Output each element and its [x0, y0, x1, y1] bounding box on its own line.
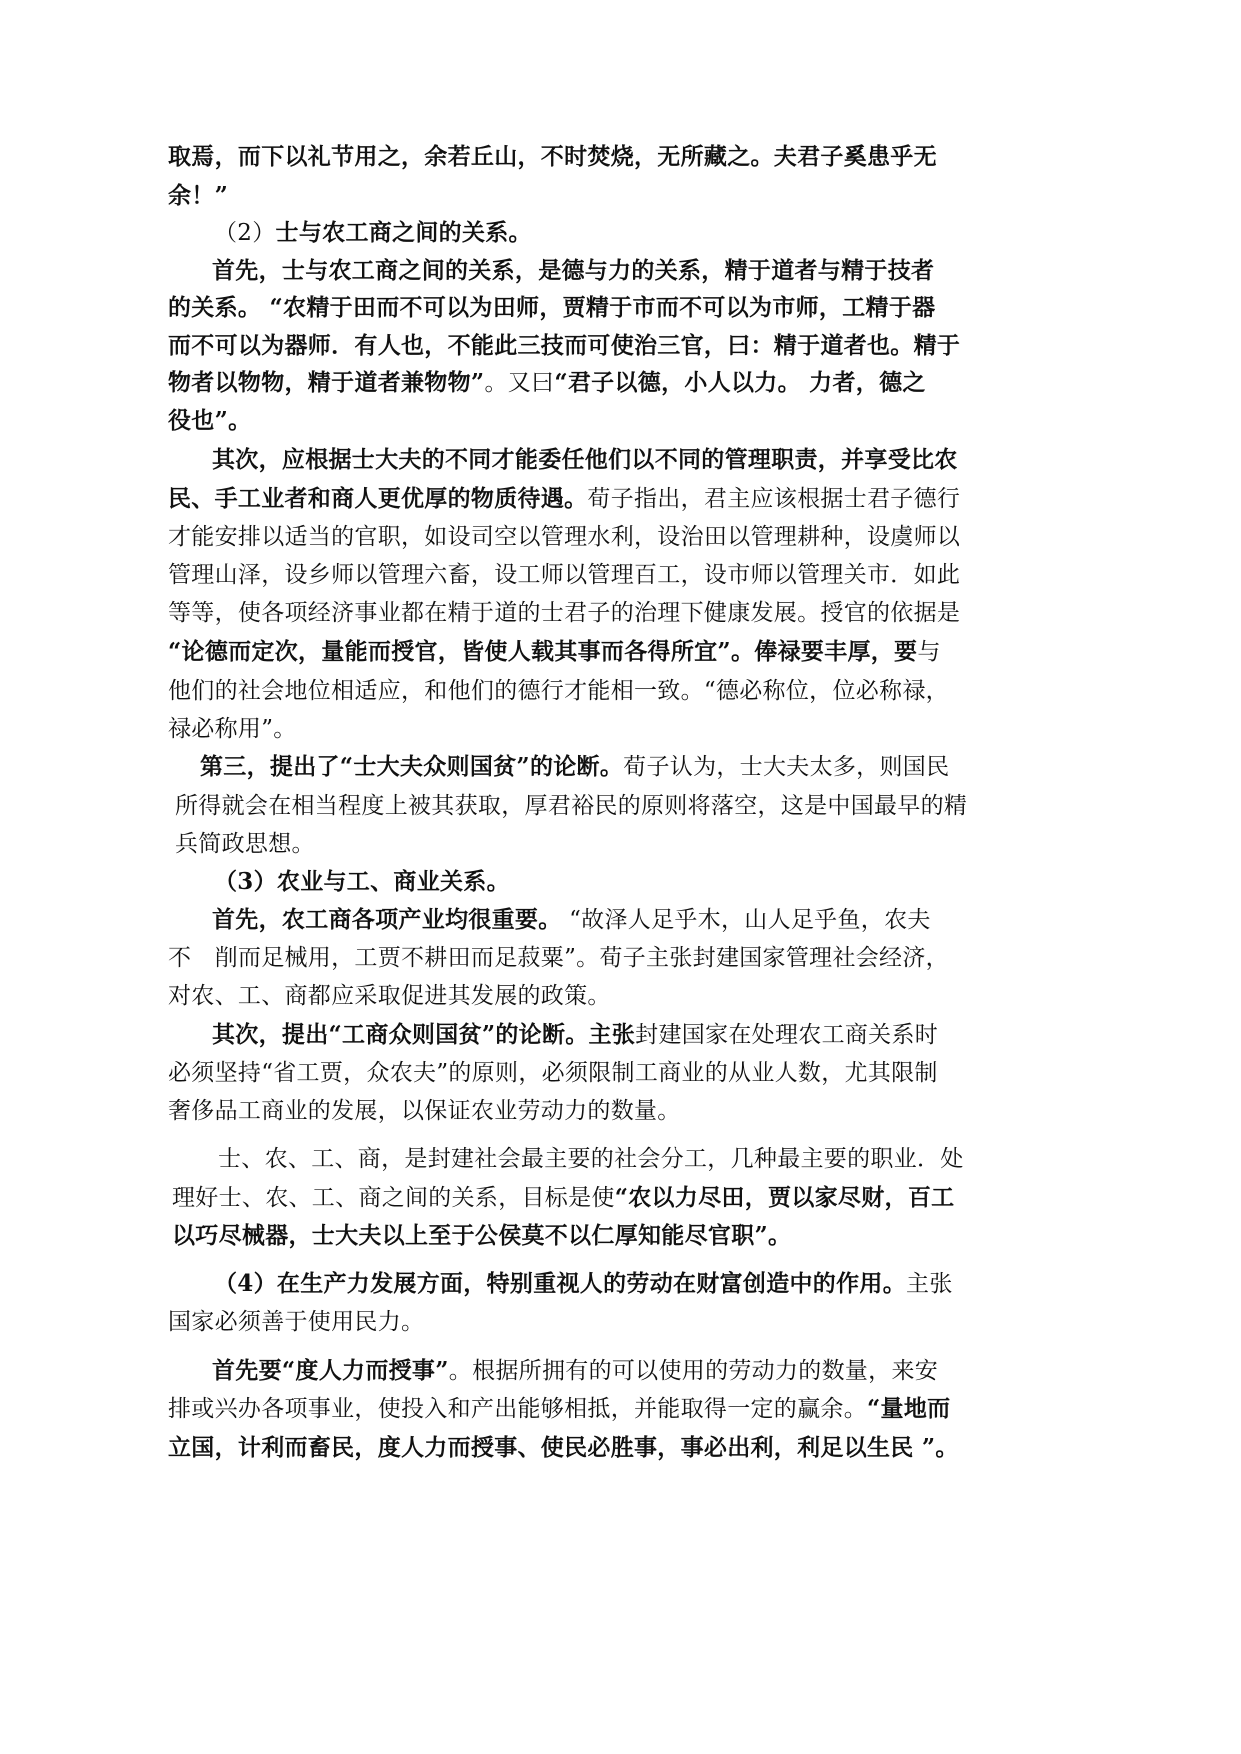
text-line	[212, 445, 958, 475]
text-line	[200, 752, 949, 782]
text-run: 其次，提出“工商众则国贫”的论断。主张	[212, 1021, 636, 1048]
text-line	[175, 791, 967, 821]
text-run: 国家必须善于使用民力。	[168, 1309, 425, 1335]
text-run: 取焉，而下以礼节用之，余若丘山，不时焚烧，无所藏之。夫君子奚患乎无	[168, 143, 937, 170]
text-run: 的关系。 “农精于田而不可以为田师，贾精于市而不可以为市师，工精于器	[168, 294, 936, 321]
text-run: 首先，农工商各项产业均很重要。	[212, 906, 562, 933]
text-run: 排或兴办各项事业，使投入和产出能够相抵，并能取得一定的赢余。	[168, 1396, 867, 1422]
text-line	[168, 1096, 681, 1126]
text-run: 奢侈品工商业的发展，以保证农业劳动力的数量。	[168, 1098, 681, 1124]
section-heading-3	[214, 867, 510, 897]
text-run: 所得就会在相当程度上被其获取，厚君裕民的原则将落空，这是中国最早的精	[175, 793, 968, 819]
text-line	[168, 943, 949, 973]
text-run: “量地而	[867, 1395, 951, 1422]
text-line	[168, 1307, 424, 1337]
section-heading-4	[214, 1269, 953, 1299]
text-line	[168, 293, 935, 323]
text-run: “君子以德，小人以力。 力者，德之	[554, 369, 926, 396]
text-run: （2）	[214, 220, 276, 246]
text-line	[168, 560, 960, 590]
text-run: 以巧尽械器，士大夫以上至于公侯莫不以仁厚知能尽官职”。	[172, 1222, 792, 1249]
text-line	[168, 1433, 959, 1463]
text-run: 封建国家在处理农工商关系时	[635, 1022, 939, 1048]
text-line	[168, 181, 228, 211]
text-run: “农以力尽田，贾以家尽财，百工	[614, 1184, 955, 1211]
text-run: 与	[917, 639, 941, 665]
text-run: 兵简政思想。	[175, 831, 315, 857]
text-line	[218, 1144, 964, 1174]
text-line	[168, 714, 297, 744]
text-line	[168, 142, 937, 172]
text-run: 才能安排以适当的官职，如设司空以管理水利，设治田以管理耕种，设虞师以	[168, 524, 961, 550]
text-run: 他们的社会地位相适应，和他们的德行才能相一致。“德必称位，位必称禄，	[168, 678, 949, 704]
text-run: 不 削而足械用，工贾不耕田而足菽粟”。荀子主张封建国家管理社会经济，	[168, 945, 949, 971]
text-run: 首先，士与农工商之间的关系，是德与力的关系，精于道者与精于技者	[212, 257, 935, 284]
text-run: 民、手工业者和商人更优厚的物质待遇。	[168, 485, 588, 512]
text-run: 。根据所拥有的可以使用的劳动力的数量，来安	[448, 1358, 939, 1384]
text-run: 士与农工商之间的关系。	[275, 219, 532, 246]
text-line	[168, 1394, 950, 1424]
text-run: 余！”	[168, 182, 229, 209]
text-run: 物者以物物，精于道者兼物物”	[168, 369, 485, 396]
text-run: （3）农业与工、商业关系。	[214, 868, 510, 895]
text-line	[168, 981, 611, 1011]
text-run: “论德而定次，量能而授官，皆使人载其事而各得所宜”。俸禄要丰厚，要	[168, 638, 918, 665]
text-line	[168, 522, 960, 552]
text-run: 而不可以为器师．有人也，不能此三技而可使治三官，曰：精于道者也。精于	[168, 332, 961, 359]
text-run: 荀子认为，士大夫太多，则国民	[623, 754, 950, 780]
text-run: 禄必称用”。	[168, 716, 297, 742]
text-run: 立国，计利而畜民，度人力而授事、使民必胜事，事必出利，利足以生民 ”。	[168, 1434, 959, 1461]
text-run: 对农、工、商都应采取促进其发展的政策。	[168, 983, 611, 1009]
text-line	[168, 484, 960, 514]
text-run: （4）在生产力发展方面，特别重视人的劳动在财富创造中的作用。	[214, 1270, 907, 1297]
text-line	[168, 637, 941, 667]
text-run: 。又曰	[484, 370, 555, 396]
text-run: 其次，应根据士大夫的不同才能委任他们以不同的管理职责，并享受比农	[212, 446, 958, 473]
text-run: 役也”。	[168, 407, 252, 434]
text-line	[168, 406, 251, 436]
text-run: 第三，提出了“士大夫众则国贫”的论断。	[200, 753, 624, 780]
text-line	[212, 1020, 938, 1050]
text-run: 必须坚持“省工贾，众农夫”的原则，必须限制工商业的从业人数，尤其限制	[168, 1060, 938, 1086]
text-line	[168, 676, 949, 706]
text-line	[212, 1356, 938, 1386]
text-line	[168, 331, 960, 361]
text-run: 等等，使各项经济事业都在精于道的士君子的治理下健康发展。授官的依据是	[168, 600, 961, 626]
text-line	[168, 1058, 938, 1088]
text-line	[175, 829, 315, 859]
text-line	[212, 905, 931, 935]
text-line	[212, 256, 934, 286]
section-heading-2	[214, 218, 532, 248]
text-run: 士、农、工、商，是封建社会最主要的社会分工，几种最主要的职业．处	[218, 1146, 964, 1172]
text-line	[172, 1221, 791, 1251]
text-run: “故泽人足乎木，山人足乎鱼，农夫	[561, 907, 931, 933]
text-run: 首先要“度人力而授事”	[212, 1357, 449, 1384]
text-run: 荀子指出，君主应该根据士君子德行	[587, 486, 961, 512]
text-run: 主张	[906, 1271, 953, 1297]
text-run: 理好士、农、工、商之间的关系，目标是使	[172, 1185, 615, 1211]
text-run: 管理山泽，设乡师以管理六畜，设工师以管理百工，设市师以管理关市．如此	[168, 562, 961, 588]
text-line	[168, 368, 926, 398]
text-line	[168, 598, 960, 628]
text-line	[172, 1183, 954, 1213]
